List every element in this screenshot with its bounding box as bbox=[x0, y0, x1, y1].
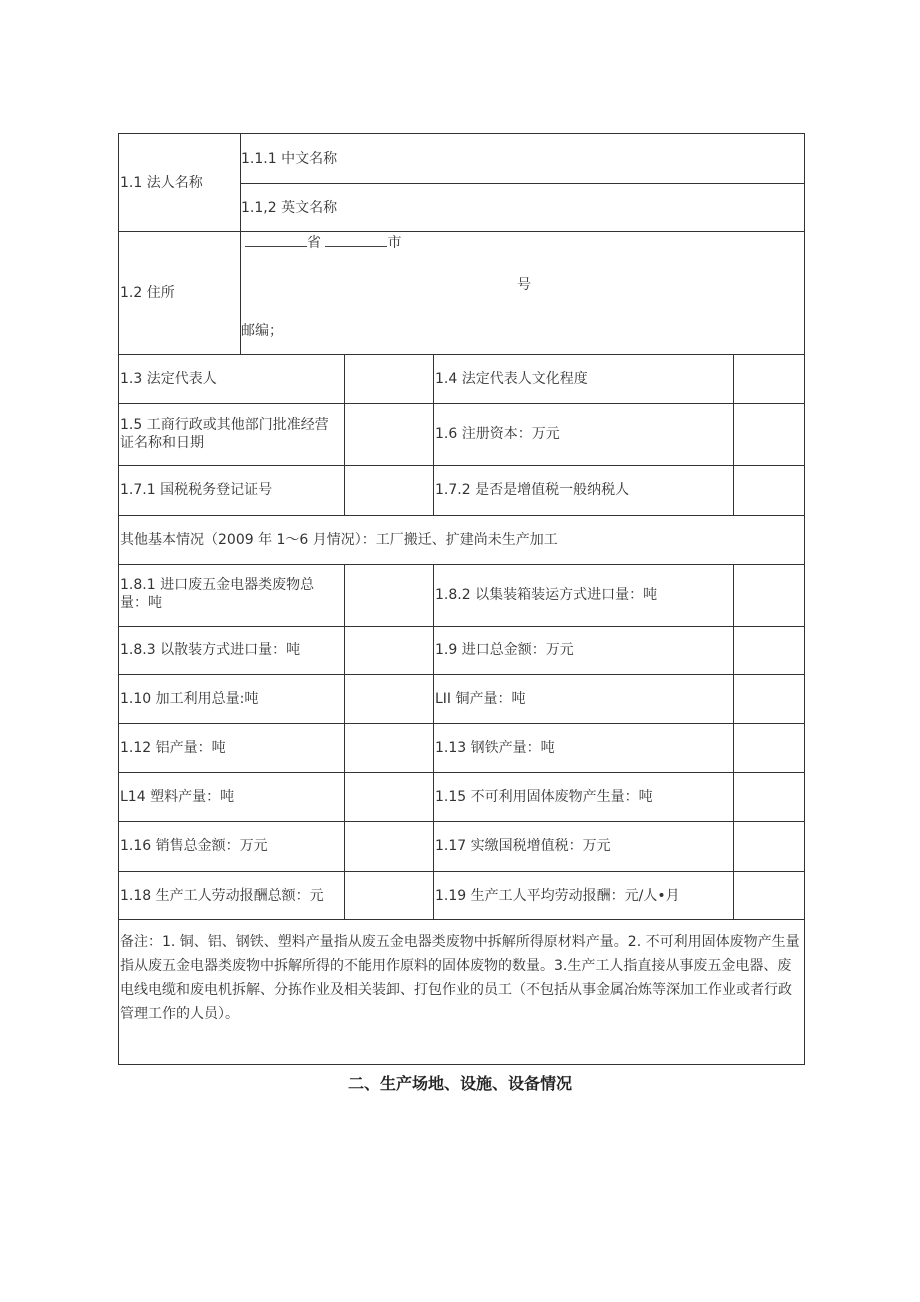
aluminum-output-label: 1.12 铝产量：吨 bbox=[120, 740, 226, 756]
row-divider bbox=[119, 821, 805, 822]
steel-output-label: 1.13 钢铁产量：吨 bbox=[435, 740, 555, 756]
column-divider bbox=[733, 564, 734, 919]
row-divider bbox=[119, 465, 805, 466]
vat-taxpayer-label: 1.7.2 是否是增值税一般纳税人 bbox=[435, 482, 630, 498]
english-name-label: 1.1,2 英文名称 bbox=[241, 200, 338, 216]
column-divider bbox=[344, 564, 345, 919]
registered-capital-label: 1.6 注册资本：万元 bbox=[435, 426, 560, 442]
column-divider bbox=[344, 354, 345, 515]
section-heading: 二、生产场地、设施、设备情况 bbox=[347, 1074, 572, 1093]
vat-paid-label: 1.17 实缴国税增值税：万元 bbox=[435, 838, 611, 854]
row-divider bbox=[119, 515, 805, 516]
city-blank bbox=[325, 234, 387, 247]
row-divider bbox=[240, 183, 805, 184]
province-suffix: 省 bbox=[307, 235, 321, 251]
tax-registration-label: 1.7.1 国税税务登记证号 bbox=[120, 482, 273, 498]
legal-name-label: 1.1 法人名称 bbox=[120, 175, 203, 191]
row-divider bbox=[119, 674, 805, 675]
unusable-waste-label: 1.15 不可利用固体废物产生量：吨 bbox=[435, 789, 653, 805]
representative-education-label: 1.4 法定代表人文化程度 bbox=[435, 371, 588, 387]
row-divider bbox=[119, 723, 805, 724]
column-divider bbox=[433, 564, 434, 919]
province-blank bbox=[245, 234, 307, 247]
column-divider bbox=[433, 354, 434, 515]
row-divider bbox=[119, 919, 805, 920]
bulk-import-label: 1.8.3 以散装方式进口量：吨 bbox=[120, 642, 301, 658]
processing-total-label: 1.10 加工利用总量:吨 bbox=[120, 691, 259, 707]
chinese-name-label: 1.1.1 中文名称 bbox=[241, 151, 338, 167]
row-divider bbox=[119, 626, 805, 627]
total-wages-label: 1.18 生产工人劳动报酬总额：元 bbox=[120, 888, 324, 904]
other-info-text: 其他基本情况（2009 年 1～6 月情况）：工厂搬迁、扩建尚未生产加工 bbox=[120, 532, 558, 548]
plastic-output-label: L14 塑料产量：吨 bbox=[120, 789, 235, 805]
total-import-label: 1.8.1 进口废五金电器类废物总量：吨 bbox=[120, 577, 315, 611]
container-import-label: 1.8.2 以集装箱装运方式进口量：吨 bbox=[435, 587, 658, 603]
row-divider bbox=[119, 354, 805, 355]
copper-output-label: LII 铜产量：吨 bbox=[435, 691, 526, 707]
basic-info-form bbox=[118, 133, 805, 1065]
row-divider bbox=[119, 772, 805, 773]
city-suffix: 市 bbox=[387, 235, 402, 251]
column-divider bbox=[733, 354, 734, 515]
remarks-text: 备注：1. 铜、铝、钢铁、塑料产量指从废五金电器类废物中拆解所得原材料产量。2. 不可利用固体废物产生量指从废五金电器类废物中拆解所得的不能用作原料的固体废物的数量。3.生产工人指直接从事废五金电器、废电线电缆和废电机拆解、分拣作业及相关装卸、打包作业的员工（不包括从事金属冶炼等深加工作业或者行政管理工作的人员）。 bbox=[120, 934, 800, 1022]
average-wage-label: 1.19 生产工人平均劳动报酬：元/人•月 bbox=[435, 888, 680, 904]
postcode-label: 邮编； bbox=[241, 323, 283, 339]
row-divider bbox=[119, 871, 805, 872]
legal-representative-label: 1.3 法定代表人 bbox=[120, 371, 217, 387]
row-divider bbox=[119, 564, 805, 565]
row-divider bbox=[119, 403, 805, 404]
import-amount-label: 1.9 进口总金额：万元 bbox=[435, 642, 574, 658]
sales-total-label: 1.16 销售总金额：万元 bbox=[120, 838, 268, 854]
address-number-suffix: 号 bbox=[517, 277, 531, 293]
row-divider bbox=[119, 231, 805, 232]
address-label: 1.2 住所 bbox=[120, 285, 175, 301]
business-license-label: 1.5 工商行政或其他部门批准经营证名称和日期 bbox=[120, 417, 329, 451]
address-province-city bbox=[245, 234, 401, 252]
